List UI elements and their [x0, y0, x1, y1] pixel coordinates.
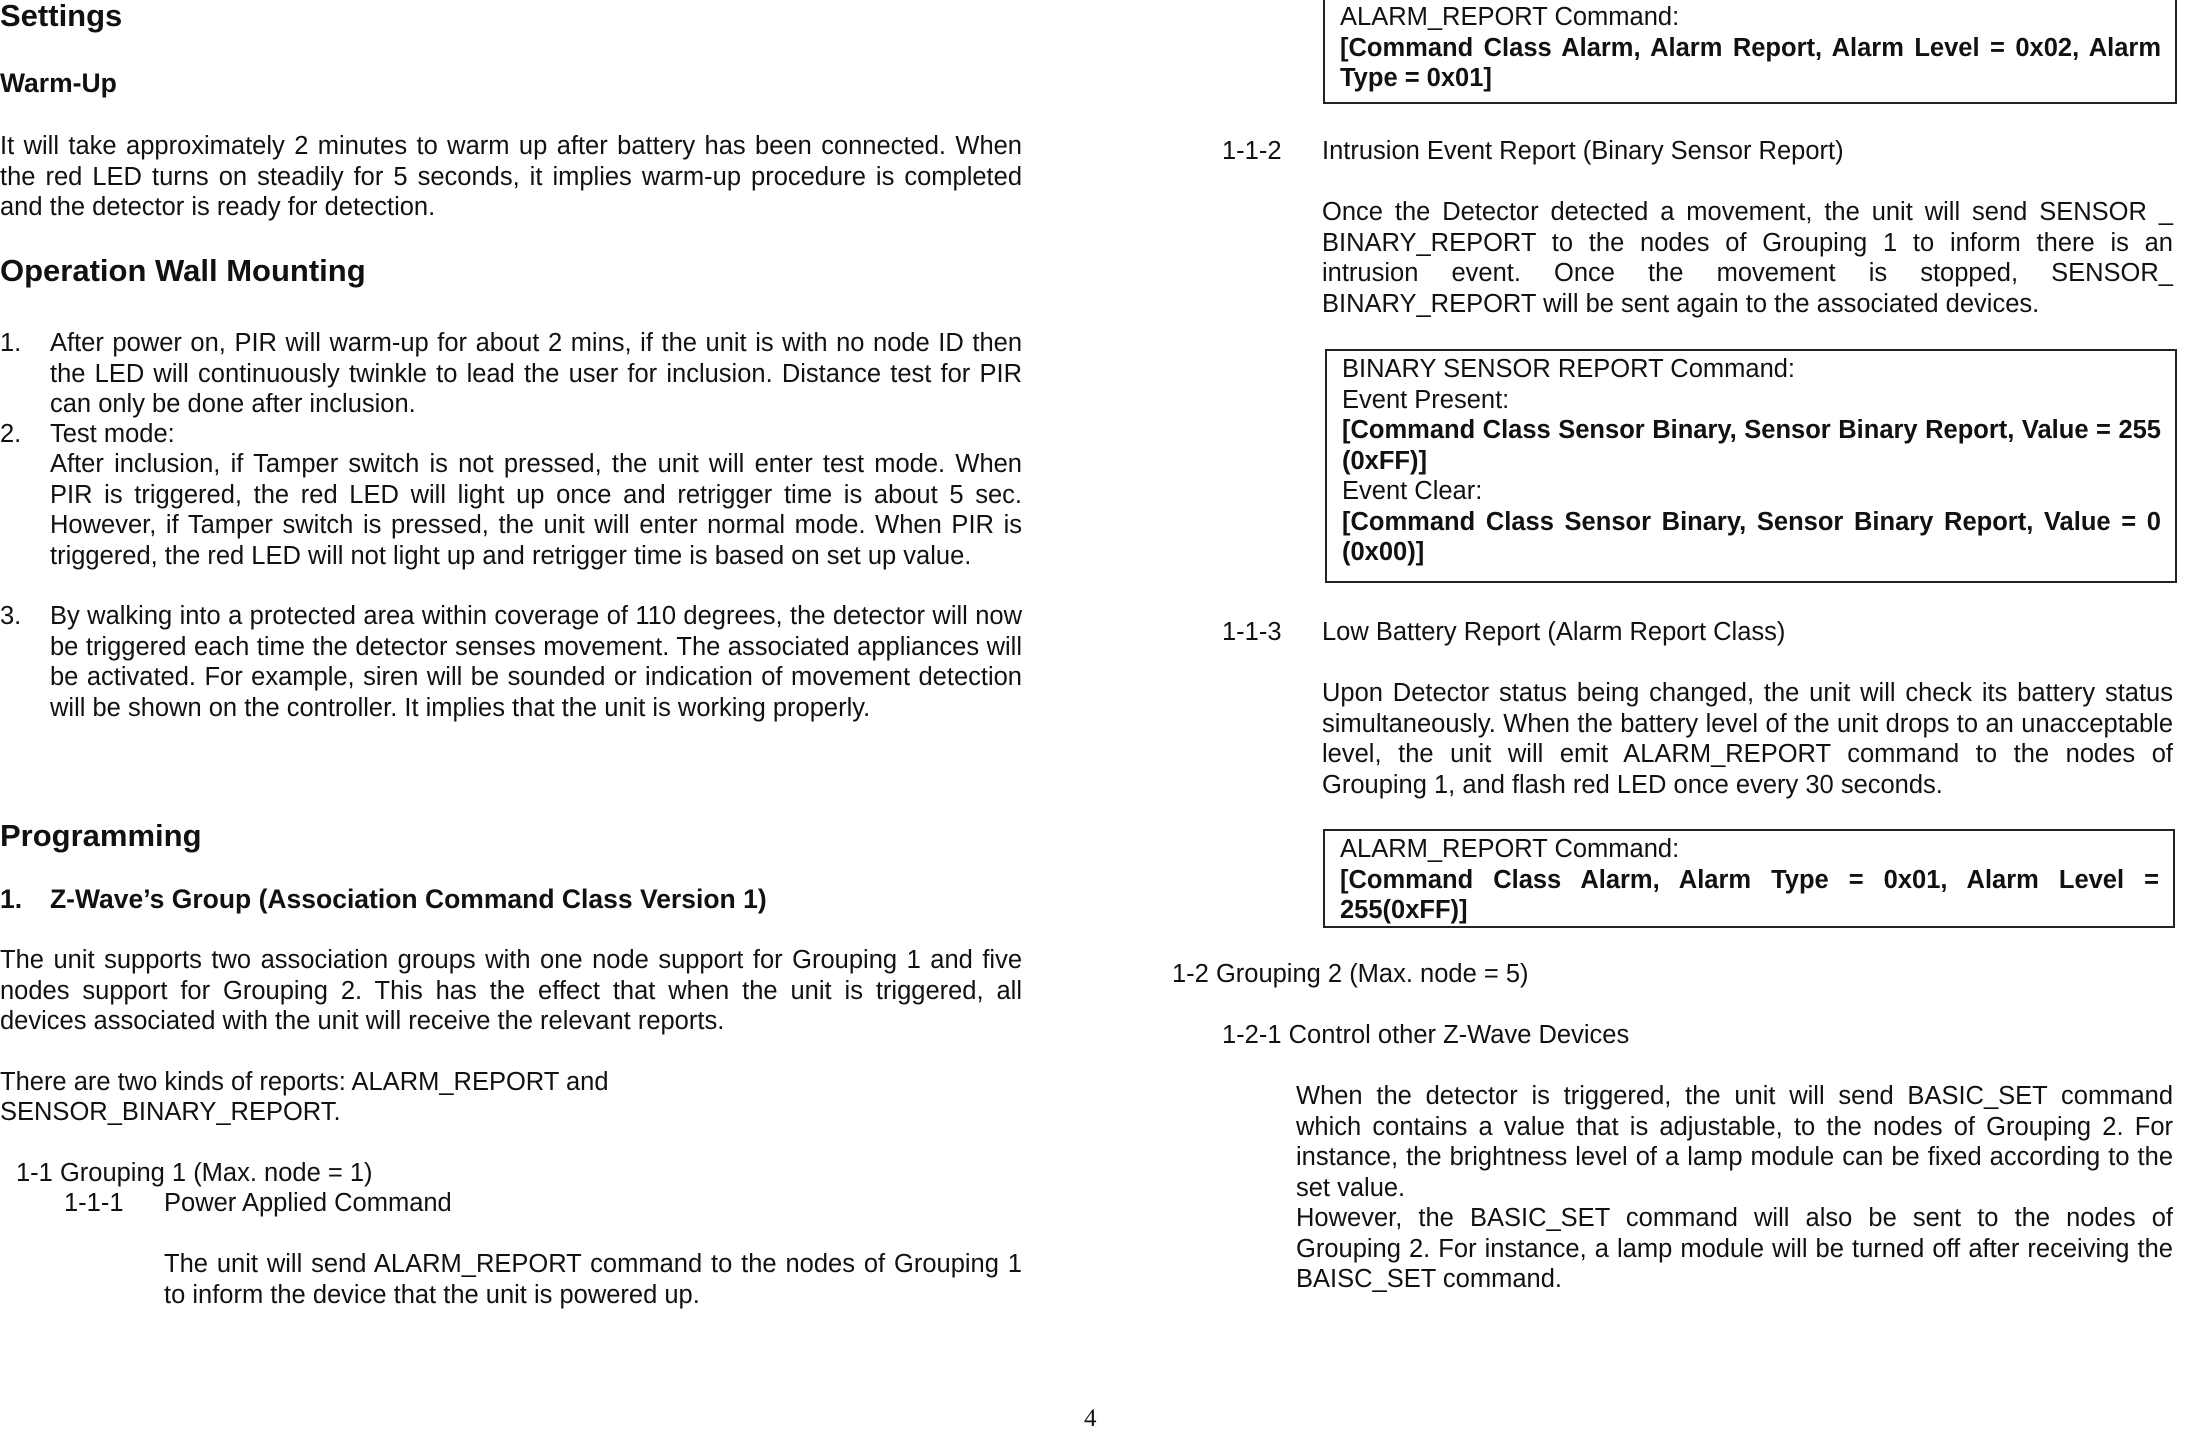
box-1-command: [Command Class Alarm, Alarm Report, Alarm Level = 0x02, Alarm Type = 0x01]	[1340, 33, 2161, 92]
box-2-heading: BINARY SENSOR REPORT Command:	[1342, 355, 1796, 383]
binary-sensor-report-box	[1325, 349, 2177, 583]
event-present-label: Event Present:	[1342, 385, 1510, 414]
section-113-text: Upon Detector status being changed, the unit will check its battery status simultaneously. When the battery level of the unit drops to an unacceptable level, the unit will emit ALARM_REPORT command to the nodes of Grouping 1, and flash red LED once every 30 seconds.	[1322, 679, 2173, 799]
section-112-number: 1-1-2	[1222, 137, 1282, 165]
step-3-number: 3.	[0, 602, 22, 630]
box-1-heading: ALARM_REPORT Command:	[1340, 3, 1680, 31]
section-113-number: 1-1-3	[1222, 618, 1282, 646]
settings-heading: Settings	[0, 0, 123, 33]
section-121-text-2: However, the BASIC_SET command will also be sent to the nodes of Grouping 2. For instance, a lamp module will be turned off after receiving the BAISC_SET command.	[1296, 1204, 2173, 1293]
event-present-command: [Command Class Sensor Binary, Sensor Binary Report, Value = 255 (0xFF)]	[1342, 416, 2161, 475]
reports-line-1: There are two kinds of reports: ALARM_REPORT and	[0, 1068, 609, 1096]
section-112-title: Intrusion Event Report (Binary Sensor Report)	[1322, 137, 1844, 165]
reports-line-2: SENSOR_BINARY_REPORT.	[0, 1098, 341, 1126]
warmup-paragraph: It will take approximately 2 minutes to warm up after battery has been connected. When the red LED turns on steadily for 5 seconds, it implies warm-up procedure is completed and the detector is ready for detection.	[0, 132, 1022, 221]
zwave-group-heading: Z-Wave’s Group (Association Command Class Version 1)	[50, 884, 767, 914]
grouping-1-heading: 1-1 Grouping 1 (Max. node = 1)	[16, 1159, 373, 1187]
step-2-head: Test mode:	[50, 420, 175, 448]
alarm-report-box-2	[1323, 829, 2175, 928]
alarm-report-box-1	[1323, 0, 2177, 104]
section-121-heading: 1-2-1 Control other Z-Wave Devices	[1222, 1021, 1630, 1049]
section-112-text: Once the Detector detected a movement, the unit will send SENSOR _ BINARY_REPORT to the nodes of Grouping 1 to inform there is an intrusion event. Once the movement is stopped, SENSOR_ BINARY_REPORT will be sent again to the associated devices.	[1322, 198, 2173, 318]
step-2-number: 2.	[0, 420, 22, 448]
section-111-title: Power Applied Command	[164, 1189, 452, 1217]
warmup-heading: Warm-Up	[0, 68, 117, 98]
step-1-number: 1.	[0, 329, 22, 357]
section-111-text: The unit will send ALARM_REPORT command to the nodes of Grouping 1 to inform the device that the unit is powered up.	[164, 1250, 1022, 1309]
section-111-number: 1-1-1	[64, 1189, 124, 1217]
wall-mounting-heading: Operation Wall Mounting	[0, 253, 366, 288]
section-113-title: Low Battery Report (Alarm Report Class)	[1322, 618, 1786, 646]
step-3-text: By walking into a protected area within coverage of 110 degrees, the detector will now be triggered each time the detector senses movement. The associated appliances will be activated. For example, siren will be sounded or indication of movement detection will be shown on the controller. It implies that the unit is working properly.	[50, 602, 1022, 722]
zwave-number: 1.	[0, 884, 23, 914]
page-number: 4	[1084, 1405, 1097, 1432]
box-3-command: [Command Class Alarm, Alarm Type = 0x01, Alarm Level = 255(0xFF)]	[1340, 865, 2159, 924]
event-clear-command: [Command Class Sensor Binary, Sensor Binary Report, Value = 0 (0x00)]	[1342, 507, 2161, 566]
event-clear-label: Event Clear:	[1342, 477, 1483, 505]
programming-heading: Programming	[0, 818, 202, 853]
section-121-text-1: When the detector is triggered, the unit will send BASIC_SET command which contains a value that is adjustable, to the nodes of Grouping 2. For instance, the brightness level of a lamp module can be fixed according to the set value.	[1296, 1082, 2173, 1202]
step-2-text: After inclusion, if Tamper switch is not pressed, the unit will enter test mode. When PIR is triggered, the red LED will light up once and retrigger time is about 5 sec. However, if Tamper switch is pressed, the unit will enter normal mode. When PIR is triggered, the red LED will not light up and retrigger time is based on set up value.	[50, 450, 1022, 570]
association-paragraph: The unit supports two association groups with one node support for Grouping 1 and five nodes support for Grouping 2. This has the effect that when the unit is triggered, all devices associated with the unit will receive the relevant reports.	[0, 946, 1022, 1035]
box-3-heading: ALARM_REPORT Command:	[1340, 835, 1680, 863]
step-1-text: After power on, PIR will warm-up for about 2 mins, if the unit is with no node ID then the LED will continuously twinkle to lead the user for inclusion. Distance test for PIR can only be done after inclusion.	[50, 329, 1022, 418]
grouping-2-heading: 1-2 Grouping 2 (Max. node = 5)	[1172, 960, 1529, 988]
